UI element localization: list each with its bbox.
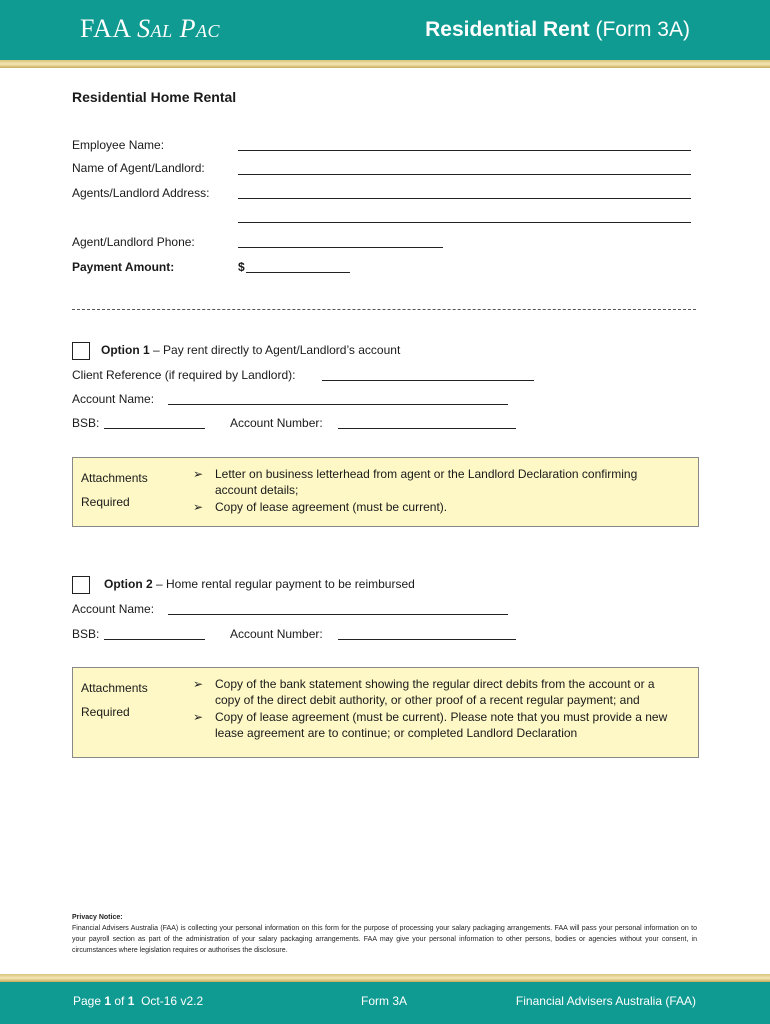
list-item: ➢ Letter on business letterhead from agent or the Landlord Declaration confirming account details; — [193, 467, 638, 497]
footer-gold-bar — [0, 974, 770, 982]
arrow-bullet-icon: ➢ — [193, 500, 204, 514]
employee-name-field[interactable] — [238, 150, 691, 151]
footer-form-label: Form 3A — [361, 994, 408, 1008]
option2-bsb-label: BSB: — [72, 627, 100, 641]
client-reference-label: Client Reference (if required by Landlord): — [72, 368, 296, 382]
agent-address-field-2[interactable] — [238, 222, 691, 223]
section-divider — [72, 309, 696, 310]
option1-checkbox[interactable] — [72, 342, 90, 360]
option1-bsb-label: BSB: — [72, 416, 100, 430]
option2-heading — [104, 577, 415, 591]
page-footer — [0, 982, 770, 1024]
section-title: Residential Home Rental — [72, 89, 237, 105]
page-indicator: Page 1 of 1 Oct-16 v2.2 — [73, 994, 204, 1008]
option2-attachments-box — [72, 667, 699, 758]
option1-account-name-label: Account Name: — [72, 392, 155, 406]
privacy-text: Financial Advisers Australia (FAA) is collecting your personal information on this form for the purpose of processing your salary packaging arrangements. FAA will pass your personal information on to your payroll section as part of the administration of your salary packaging arrangements. FAA may give your personal information to other persons, bodies or agencies without your consent, in circumstances where legislation requires or authorises the disclosure. — [72, 925, 697, 954]
agent-phone-field[interactable] — [238, 247, 443, 248]
attachments-word: Attachments — [81, 471, 148, 485]
agent-name-label: Name of Agent/Landlord: — [72, 161, 205, 175]
header-gold-bar — [0, 60, 770, 68]
arrow-bullet-icon: ➢ — [193, 467, 204, 481]
logo-script: Sal Pac — [137, 14, 221, 43]
payment-amount-field[interactable] — [246, 272, 350, 273]
option1-account-number-field[interactable] — [338, 428, 516, 429]
payment-amount-label: Payment Amount: — [72, 260, 175, 274]
option2-account-number-label: Account Number: — [230, 627, 323, 641]
option1-attachments-box — [72, 457, 699, 527]
option2-description: – Home rental regular payment to be reimbursed — [152, 577, 415, 591]
option1-bsb-field[interactable] — [104, 428, 205, 429]
logo-prefix: FAA — [80, 14, 131, 43]
option1-account-name-field[interactable] — [168, 404, 508, 405]
client-reference-field[interactable] — [322, 380, 534, 381]
option2-number: Option 2 — [104, 577, 153, 591]
option2-checkbox[interactable] — [72, 576, 90, 594]
option2-account-name-label: Account Name: — [72, 602, 155, 616]
required-word: Required — [81, 705, 130, 719]
list-item: ➢ Copy of lease agreement (must be current). — [193, 500, 448, 514]
option2-account-number-field[interactable] — [338, 639, 516, 640]
arrow-bullet-icon: ➢ — [193, 677, 204, 691]
faa-salpac-logo — [80, 14, 220, 44]
list-item: ➢ Copy of lease agreement (must be current). Please note that you must provide a new lease agreement are to continue; or completed Landlord Declaration — [193, 710, 668, 740]
option2-attachments-label — [81, 676, 161, 724]
employee-name-label: Employee Name: — [72, 138, 165, 152]
form-title-number: (Form 3A) — [589, 18, 690, 41]
option1-heading — [101, 343, 400, 357]
arrow-bullet-icon: ➢ — [193, 710, 204, 724]
agent-phone-label: Agent/Landlord Phone: — [72, 235, 195, 249]
form-version: Oct-16 v2.2 — [141, 994, 204, 1008]
privacy-notice — [72, 912, 697, 956]
footer-company: Financial Advisers Australia (FAA) — [515, 994, 696, 1008]
form-title — [425, 18, 690, 42]
option1-attachments-label — [81, 466, 161, 514]
option1-attachments-list — [193, 466, 673, 516]
page-total: 1 — [127, 994, 135, 1008]
option2-account-name-field[interactable] — [168, 614, 508, 615]
required-word: Required — [81, 495, 130, 509]
option2-attachments-list — [193, 676, 673, 742]
page-header — [0, 0, 770, 60]
agent-address-field-1[interactable] — [238, 198, 691, 199]
option1-number: Option 1 — [101, 343, 150, 357]
agent-address-label: Agents/Landlord Address: — [72, 186, 210, 200]
option2-bsb-field[interactable] — [104, 639, 205, 640]
page-current: 1 — [104, 994, 112, 1008]
form-title-main: Residential Rent — [425, 18, 590, 41]
attachments-word: Attachments — [81, 681, 148, 695]
payment-currency: $ — [238, 260, 245, 274]
list-item: ➢ Copy of the bank statement showing the regular direct debits from the account or a copy of the direct debit authority, or other proof of a recent regular payment; and — [193, 677, 655, 707]
option1-account-number-label: Account Number: — [230, 416, 323, 430]
agent-name-field[interactable] — [238, 174, 691, 175]
privacy-title: Privacy Notice: — [72, 914, 123, 921]
option1-description: – Pay rent directly to Agent/Landlord’s account — [149, 343, 401, 357]
